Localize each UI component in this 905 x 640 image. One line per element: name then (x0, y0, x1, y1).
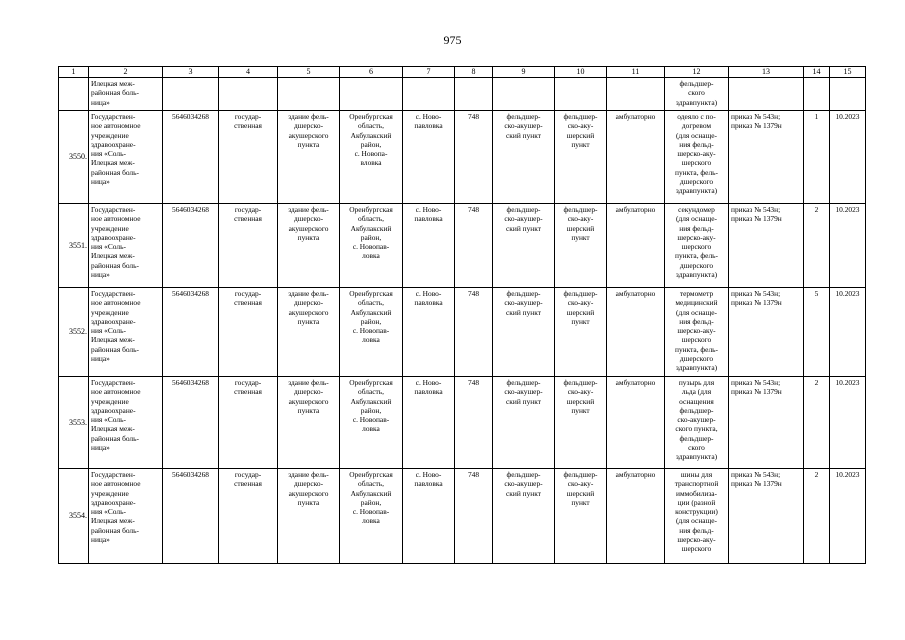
header-row (59, 67, 866, 78)
address-cell: Оренбургская область, Акбулакский район, с. Новопав- ловка (340, 288, 403, 377)
qty-cell: 1 (804, 111, 830, 204)
address-cell: Оренбургская область, Акбулакский район, с. Новопа- вловка (340, 111, 403, 204)
equipment-cell: термометр медицинский (для оснаще- ния фельд- шерско-аку- шерского пункта, фель- дшерского здравпункта) (665, 288, 729, 377)
unit2-cell: фельдшер- ско-аку- шерский пункт (555, 377, 607, 469)
address-cell: Оренбургская область, Акбулакский район, с. Новопав- ловка (340, 469, 403, 564)
unit-cell: фельдшер- ско-акушер- ский пункт (493, 111, 555, 204)
unit2-cell: фельдшер- ско-аку- шерский пункт (555, 469, 607, 564)
continuation-row (59, 78, 866, 111)
table-body (59, 67, 866, 564)
empty-cell (493, 78, 555, 111)
org-cell: Илецкая меж- районная боль- ница» (89, 78, 163, 111)
care-cell: амбулаторно (607, 377, 665, 469)
org-cell: Государствен- ное автономное учреждение здравоохране- ния «Соль- Илецкая меж- районная боль- ница» (89, 469, 163, 564)
building-cell: здание фель- дшерско- акушерского пункта (278, 377, 340, 469)
equipment-cell: одеяло с по- догревом (для оснаще- ния фельд- шерско-аку- шерского пункта, фель- дшерского здравпункта) (665, 111, 729, 204)
header-cell: 14 (804, 67, 830, 78)
orders-cell: приказ № 543н; приказ № 1379н (729, 111, 804, 204)
date-cell: 10.2023 (830, 469, 866, 564)
empty-cell (830, 78, 866, 111)
code-cell: 748 (455, 288, 493, 377)
orders-cell: приказ № 543н; приказ № 1379н (729, 204, 804, 288)
org-cell: Государствен- ное автономное учреждение здравоохране- ния «Соль- Илецкая меж- районная боль- ница» (89, 377, 163, 469)
org-cell: Государствен- ное автономное учреждение здравоохране- ния «Соль- Илецкая меж- районная боль- ница» (89, 288, 163, 377)
settlement-cell: с. Ново- павловка (403, 469, 455, 564)
org-cell: Государствен- ное автономное учреждение здравоохране- ния «Соль- Илецкая меж- районная боль- ница» (89, 111, 163, 204)
empty-cell (163, 78, 219, 111)
care-cell: амбулаторно (607, 469, 665, 564)
table-row (59, 204, 866, 288)
care-cell: амбулаторно (607, 204, 665, 288)
table-row (59, 469, 866, 564)
qty-cell: 5 (804, 288, 830, 377)
empty-cell (403, 78, 455, 111)
page-number: 975 (443, 33, 462, 47)
unit-cell: фельдшер- ско-акушер- ский пункт (493, 377, 555, 469)
ownership-cell: государ- ственная (219, 469, 278, 564)
inn-cell: 5646034268 (163, 469, 219, 564)
empty-cell (607, 78, 665, 111)
unit2-cell: фельдшер- ско-аку- шерский пункт (555, 204, 607, 288)
row-number: 3552. (59, 288, 89, 377)
code-cell: 748 (455, 204, 493, 288)
code-cell: 748 (455, 377, 493, 469)
inn-cell: 5646034268 (163, 111, 219, 204)
inn-cell: 5646034268 (163, 377, 219, 469)
header-cell: 2 (89, 67, 163, 78)
equipment-cell: фельдшер- ского здравпункта) (665, 78, 729, 111)
inn-cell: 5646034268 (163, 288, 219, 377)
row-number: 3550. (59, 111, 89, 204)
unit2-cell: фельдшер- ско-аку- шерский пункт (555, 288, 607, 377)
empty-cell (729, 78, 804, 111)
ownership-cell: государ- ственная (219, 111, 278, 204)
empty-cell (59, 78, 89, 111)
equipment-cell: шины для транспортной иммобилиза- ции (разной конструкции) (для оснаще- ния фельд- шерско-аку- шерского (665, 469, 729, 564)
row-number: 3553. (59, 377, 89, 469)
care-cell: амбулаторно (607, 288, 665, 377)
org-cell: Государствен- ное автономное учреждение здравоохране- ния «Соль- Илецкая меж- районная боль- ница» (89, 204, 163, 288)
unit-cell: фельдшер- ско-акушер- ский пункт (493, 469, 555, 564)
header-cell: 7 (403, 67, 455, 78)
inn-cell: 5646034268 (163, 204, 219, 288)
unit2-cell: фельдшер- ско-аку- шерский пункт (555, 111, 607, 204)
code-cell: 748 (455, 469, 493, 564)
equipment-table (58, 66, 866, 564)
code-cell: 748 (455, 111, 493, 204)
table-row (59, 377, 866, 469)
equipment-cell: секундомер (для оснаще- ния фельд- шерско-аку- шерского пункта, фель- дшерского здравпункта) (665, 204, 729, 288)
date-cell: 10.2023 (830, 288, 866, 377)
unit-cell: фельдшер- ско-акушер- ский пункт (493, 288, 555, 377)
empty-cell (340, 78, 403, 111)
unit-cell: фельдшер- ско-акушер- ский пункт (493, 204, 555, 288)
orders-cell: приказ № 543н; приказ № 1379н (729, 469, 804, 564)
equipment-cell: пузырь для льда (для оснащения фельдшер- ско-акушер- ского пункта, фельдшер- ского здравпункта) (665, 377, 729, 469)
header-cell: 12 (665, 67, 729, 78)
qty-cell: 2 (804, 204, 830, 288)
settlement-cell: с. Ново- павловка (403, 204, 455, 288)
header-cell: 6 (340, 67, 403, 78)
qty-cell: 2 (804, 469, 830, 564)
empty-cell (555, 78, 607, 111)
date-cell: 10.2023 (830, 204, 866, 288)
address-cell: Оренбургская область, Акбулакский район, с. Новопав- ловка (340, 377, 403, 469)
header-cell: 9 (493, 67, 555, 78)
settlement-cell: с. Ново- павловка (403, 288, 455, 377)
date-cell: 10.2023 (830, 111, 866, 204)
header-cell: 5 (278, 67, 340, 78)
header-cell: 10 (555, 67, 607, 78)
header-cell: 4 (219, 67, 278, 78)
orders-cell: приказ № 543н; приказ № 1379н (729, 377, 804, 469)
row-number: 3554. (59, 469, 89, 564)
care-cell: амбулаторно (607, 111, 665, 204)
orders-cell: приказ № 543н; приказ № 1379н (729, 288, 804, 377)
table-row (59, 111, 866, 204)
header-cell: 1 (59, 67, 89, 78)
building-cell: здание фель- дшерско- акушерского пункта (278, 111, 340, 204)
address-cell: Оренбургская область, Акбулакский район, с. Новопав- ловка (340, 204, 403, 288)
header-cell: 11 (607, 67, 665, 78)
settlement-cell: с. Ново- павловка (403, 111, 455, 204)
header-cell: 3 (163, 67, 219, 78)
header-cell: 8 (455, 67, 493, 78)
settlement-cell: с. Ново- павловка (403, 377, 455, 469)
header-cell: 13 (729, 67, 804, 78)
empty-cell (219, 78, 278, 111)
date-cell: 10.2023 (830, 377, 866, 469)
building-cell: здание фель- дшерско- акушерского пункта (278, 204, 340, 288)
building-cell: здание фель- дшерско- акушерского пункта (278, 288, 340, 377)
ownership-cell: государ- ственная (219, 288, 278, 377)
empty-cell (804, 78, 830, 111)
building-cell: здание фель- дшерско- акушерского пункта (278, 469, 340, 564)
ownership-cell: государ- ственная (219, 204, 278, 288)
table-row (59, 288, 866, 377)
empty-cell (455, 78, 493, 111)
ownership-cell: государ- ственная (219, 377, 278, 469)
empty-cell (278, 78, 340, 111)
header-cell: 15 (830, 67, 866, 78)
row-number: 3551. (59, 204, 89, 288)
qty-cell: 2 (804, 377, 830, 469)
